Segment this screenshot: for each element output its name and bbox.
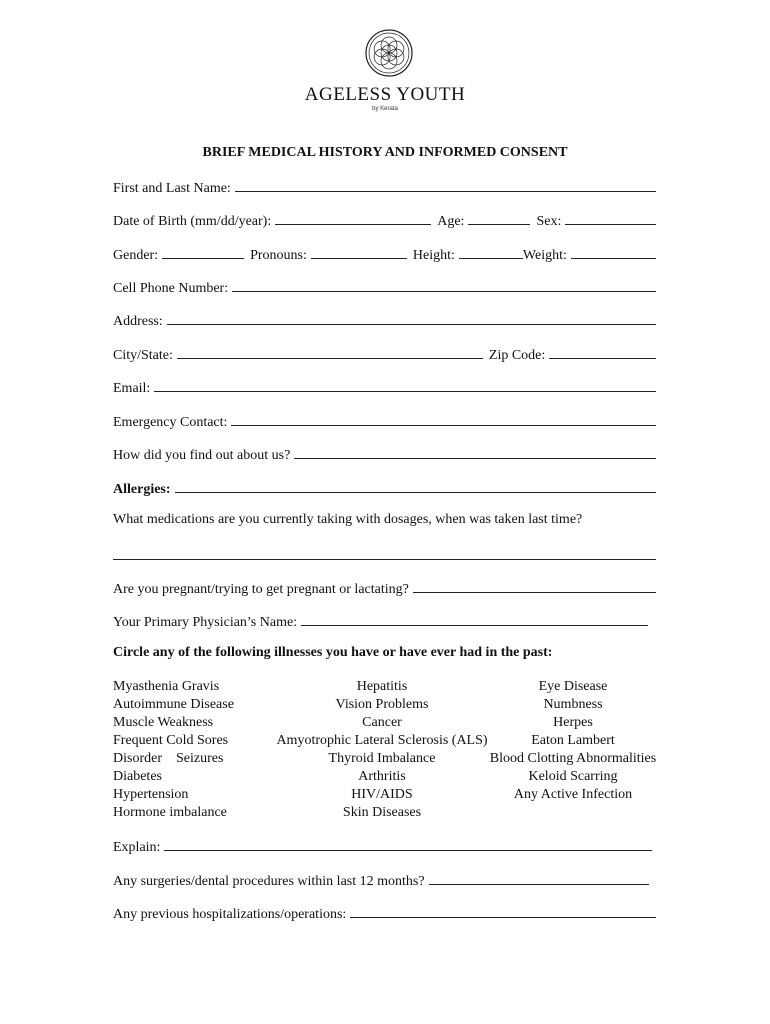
- hospital-row: [113, 904, 656, 922]
- illness-item: HIV/AIDS: [351, 787, 413, 802]
- medications-label: What medications are you currently taking with dosages, when was taken last time?: [113, 512, 583, 527]
- physician-row: [113, 612, 648, 630]
- illness-column-1: [113, 678, 234, 822]
- illness-column-3: [466, 678, 680, 804]
- surgeries-label: Any surgeries/dental procedures within last 12 months?: [113, 874, 425, 889]
- height-field[interactable]: [459, 245, 523, 259]
- illness-heading-row: [113, 645, 656, 663]
- illness-item: Amyotrophic Lateral Sclerosis (ALS): [276, 733, 488, 748]
- illness-item: Autoimmune Disease: [113, 697, 234, 712]
- illness-item: Skin Diseases: [342, 805, 422, 820]
- email-label: Email:: [113, 381, 151, 396]
- pregnant-label: Are you pregnant/trying to get pregnant or lactating?: [113, 582, 409, 597]
- height-label: Height:: [412, 248, 455, 263]
- dob-label: Date of Birth (mm/dd/year):: [113, 214, 272, 229]
- illness-item: Hypertension: [113, 787, 189, 802]
- illness-item: Hormone imbalance: [113, 805, 227, 820]
- surgeries-row: [113, 871, 649, 889]
- email-field[interactable]: [154, 378, 656, 392]
- age-label: Age:: [437, 214, 465, 229]
- gender-label: Gender:: [113, 248, 159, 263]
- weight-field[interactable]: [571, 245, 656, 259]
- illness-item: Any Active Infection: [513, 787, 633, 802]
- form-title: BRIEF MEDICAL HISTORY AND INFORMED CONSENT: [202, 145, 568, 160]
- illness-column-2: [268, 678, 496, 822]
- allergies-field[interactable]: [175, 479, 656, 493]
- illness-item: Frequent Cold Sores: [113, 733, 229, 748]
- medications-field[interactable]: [113, 546, 656, 560]
- find-us-field[interactable]: [294, 445, 656, 459]
- hospital-field[interactable]: [350, 904, 656, 918]
- emergency-field[interactable]: [231, 412, 656, 426]
- zip-label: Zip Code:: [488, 348, 546, 363]
- illness-item: Cancer: [362, 715, 402, 730]
- city-field[interactable]: [177, 345, 483, 359]
- illness-item: Blood Clotting Abnormalities: [489, 751, 657, 766]
- cell-row: [113, 278, 656, 296]
- illness-item: Disorder Seizures: [113, 751, 224, 766]
- explain-field[interactable]: [164, 837, 652, 851]
- illness-item: Arthritis: [358, 769, 406, 784]
- explain-label: Explain:: [113, 840, 161, 855]
- sex-label: Sex:: [536, 214, 562, 229]
- illness-item: Numbness: [543, 697, 603, 712]
- allergies-label: Allergies:: [113, 482, 171, 497]
- gender-row: [113, 245, 656, 263]
- email-row: [113, 378, 656, 396]
- surgeries-field[interactable]: [429, 871, 649, 885]
- illness-item: Keloid Scarring: [528, 769, 618, 784]
- emergency-row: [113, 412, 656, 430]
- pregnant-row: [113, 579, 656, 597]
- sex-field[interactable]: [565, 211, 656, 225]
- illness-item: Vision Problems: [335, 697, 429, 712]
- flower-of-life-icon: [364, 28, 414, 78]
- city-row: [113, 345, 656, 363]
- illness-item: Muscle Weakness: [113, 715, 214, 730]
- gender-field[interactable]: [162, 245, 244, 259]
- hospital-label: Any previous hospitalizations/operations:: [113, 907, 347, 922]
- illness-heading: Circle any of the following illnesses you have or have ever had in the past:: [113, 645, 553, 660]
- address-row: [113, 311, 656, 329]
- illness-item: Thyroid Imbalance: [328, 751, 436, 766]
- name-field[interactable]: [235, 178, 656, 192]
- physician-field[interactable]: [301, 612, 648, 626]
- illness-item: Hepatitis: [356, 679, 408, 694]
- brand-subtitle: by Kerata: [372, 106, 398, 112]
- cell-label: Cell Phone Number:: [113, 281, 229, 296]
- emergency-label: Emergency Contact:: [113, 415, 228, 430]
- illness-item: Diabetes: [113, 769, 162, 784]
- medications-line-row: [113, 546, 656, 564]
- age-field[interactable]: [468, 211, 530, 225]
- medications-row: [113, 512, 656, 530]
- pregnant-field[interactable]: [413, 579, 656, 593]
- find-us-label: How did you find out about us?: [113, 448, 291, 463]
- weight-label: Weight:: [522, 248, 567, 263]
- illness-item: Herpes: [553, 715, 593, 730]
- address-label: Address:: [113, 314, 163, 329]
- brand-name: AGELESS YOUTH: [304, 84, 466, 105]
- name-label: First and Last Name:: [113, 181, 231, 196]
- pronouns-field[interactable]: [311, 245, 407, 259]
- illness-item: Myasthenia Gravis: [113, 679, 220, 694]
- name-row: [113, 178, 656, 196]
- illness-item: Eye Disease: [538, 679, 608, 694]
- physician-label: Your Primary Physician’s Name:: [113, 615, 298, 630]
- pronouns-label: Pronouns:: [250, 248, 307, 263]
- city-label: City/State:: [113, 348, 173, 363]
- dob-row: [113, 211, 656, 229]
- explain-row: [113, 837, 652, 855]
- dob-field[interactable]: [275, 211, 431, 225]
- address-field[interactable]: [167, 311, 656, 325]
- allergies-row: [113, 479, 656, 497]
- illness-item: Eaton Lambert: [531, 733, 615, 748]
- zip-field[interactable]: [549, 345, 656, 359]
- find-us-row: [113, 445, 656, 463]
- cell-field[interactable]: [232, 278, 656, 292]
